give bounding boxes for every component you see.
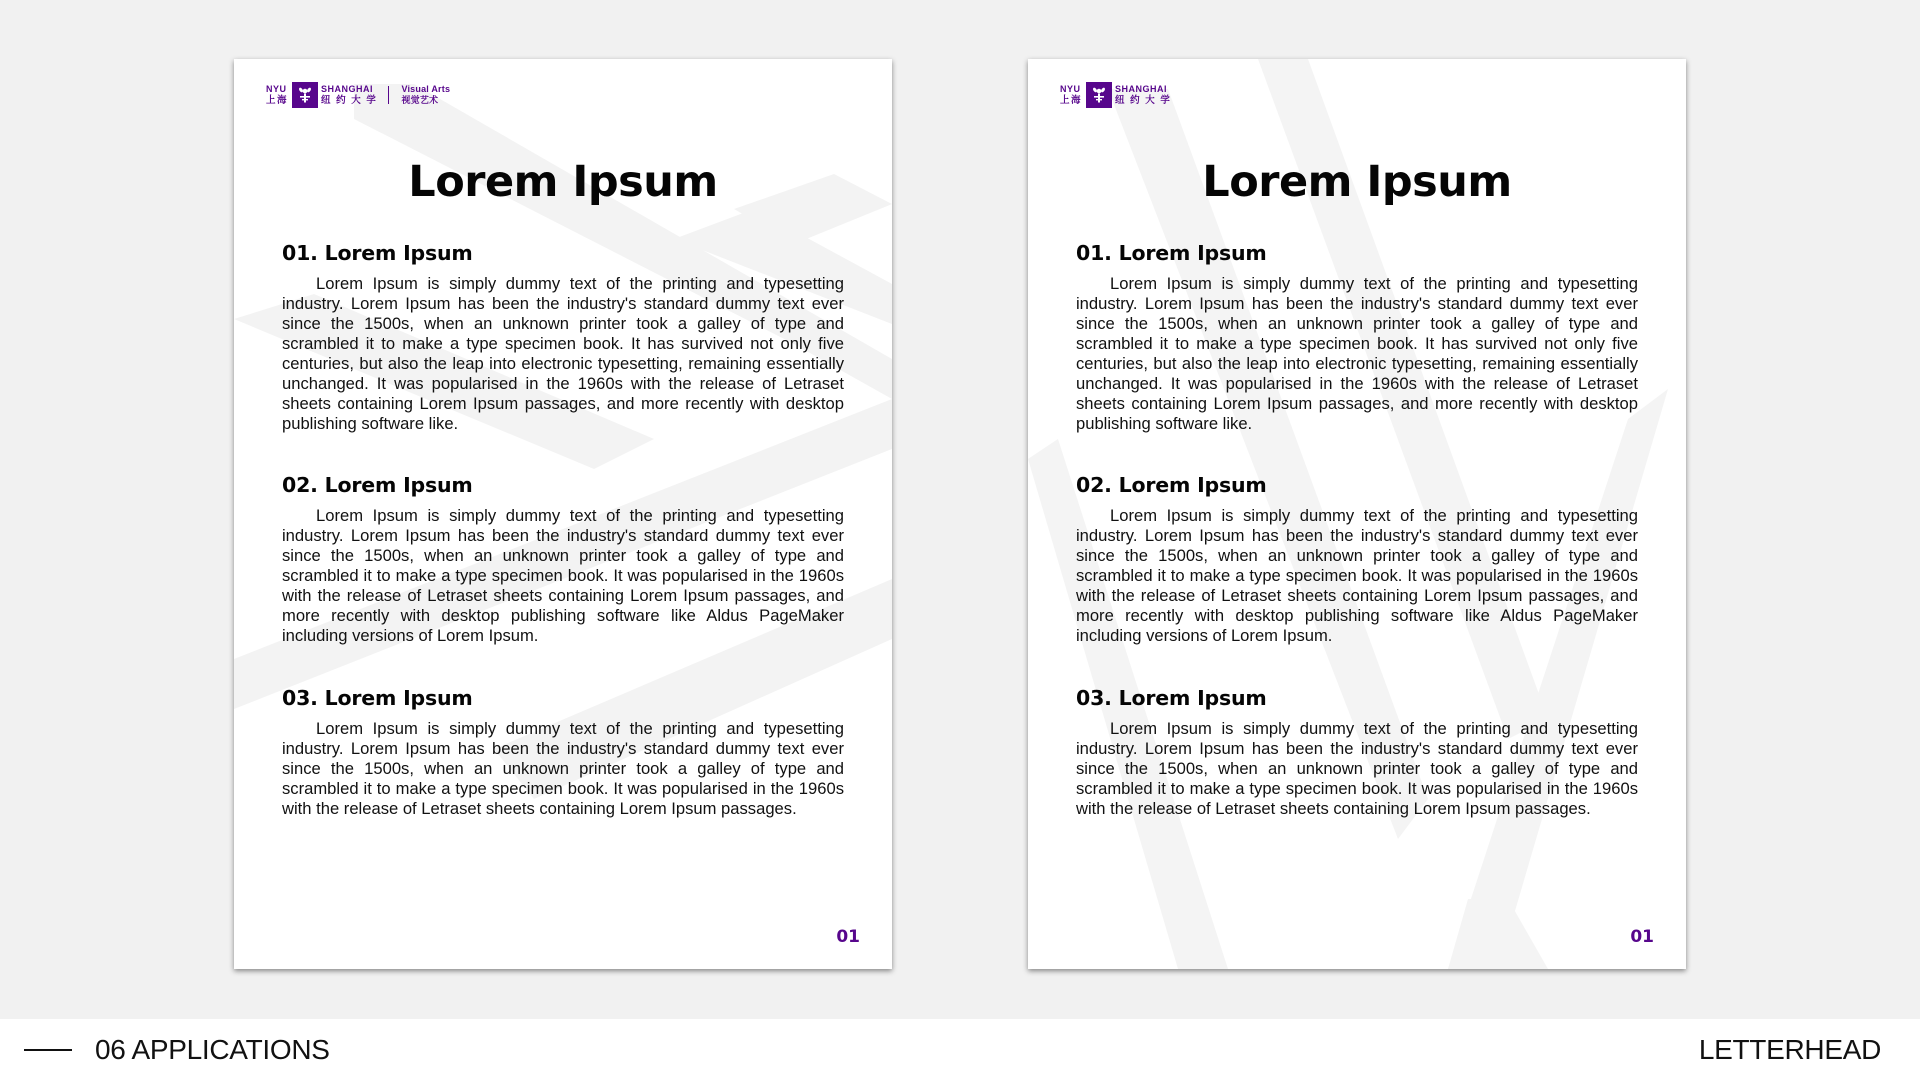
nyu-shanghai-visual-arts-logo (266, 81, 450, 109)
footer-topic-label: LETTERHEAD (1698, 1034, 1881, 1065)
footer-rule (24, 1049, 72, 1051)
section-body: Lorem Ipsum is simply dummy text of the printing and typesetting industry. Lorem Ipsum has been the industry's standard dummy text ever since the 1500s, when an unknown printer took a galley of type and scrambled it to make a type specimen book. It was popularised in the 1960s with the release of Letraset sheets containing Lorem Ipsum passages. (282, 719, 844, 818)
logo-city-cn-text: 上海 (266, 95, 289, 106)
letterhead-page-left (234, 59, 892, 969)
logo-name-cn-text: 纽 约 大 学 (1115, 95, 1172, 106)
document-title: Lorem Ipsum (1202, 157, 1512, 207)
page-number: 01 (836, 927, 860, 947)
section-heading: 01. Lorem Ipsum (1076, 241, 1267, 265)
section-body: Lorem Ipsum is simply dummy text of the printing and typesetting industry. Lorem Ipsum has been the industry's standard dummy text ever since the 1500s, when an unknown printer took a galley of type and scrambled it to make a type specimen book. It has survived not only five centuries, but also the leap into electronic typesetting, remaining essentially unchanged. It was popularised in the 1960s with the release of Letraset sheets containing Lorem Ipsum passages, and more recently with desktop publishing software like. (282, 274, 844, 433)
logo-dept-text: Visual Arts (401, 84, 451, 94)
section-heading: 02. Lorem Ipsum (282, 473, 473, 497)
section-body: Lorem Ipsum is simply dummy text of the printing and typesetting industry. Lorem Ipsum has been the industry's standard dummy text ever since the 1500s, when an unknown printer took a galley of type and scrambled it to make a type specimen book. It has survived not only five centuries, but also the leap into electronic typesetting, remaining essentially unchanged. It was popularised in the 1960s with the release of Letraset sheets containing Lorem Ipsum passages, and more recently with desktop publishing software like. (1076, 274, 1638, 433)
logo-dept-cn-text: 视觉艺术 (401, 95, 439, 105)
section-heading: 03. Lorem Ipsum (1076, 686, 1267, 710)
nyu-torch-logo-icon (1086, 82, 1112, 108)
section-body: Lorem Ipsum is simply dummy text of the printing and typesetting industry. Lorem Ipsum has been the industry's standard dummy text ever since the 1500s, when an unknown printer took a galley of type and scrambled it to make a type specimen book. It was popularised in the 1960s with the release of Letraset sheets containing Lorem Ipsum passages, and more recently with desktop publishing software like Aldus PageMaker including versions of Lorem Ipsum. (1076, 506, 1638, 645)
section-body: Lorem Ipsum is simply dummy text of the printing and typesetting industry. Lorem Ipsum has been the industry's standard dummy text ever since the 1500s, when an unknown printer took a galley of type and scrambled it to make a type specimen book. It was popularised in the 1960s with the release of Letraset sheets containing Lorem Ipsum passages, and more recently with desktop publishing software like Aldus PageMaker including versions of Lorem Ipsum. (282, 506, 844, 645)
footer-section-label: 06 APPLICATIONS (95, 1034, 330, 1065)
logo-nyu-text: NYU (1060, 84, 1081, 94)
logo-city-cn-text: 上海 (1060, 95, 1083, 106)
nyu-shanghai-logo (1060, 81, 1171, 109)
section-heading: 02. Lorem Ipsum (1076, 473, 1267, 497)
logo-shanghai-text: SHANGHAI (321, 84, 374, 94)
logo-name-cn-text: 纽 约 大 学 (321, 95, 378, 106)
section-body: Lorem Ipsum is simply dummy text of the printing and typesetting industry. Lorem Ipsum has been the industry's standard dummy text ever since the 1500s, when an unknown printer took a galley of type and scrambled it to make a type specimen book. It was popularised in the 1960s with the release of Letraset sheets containing Lorem Ipsum passages. (1076, 719, 1638, 818)
logo-divider (388, 86, 389, 104)
section-heading: 01. Lorem Ipsum (282, 241, 473, 265)
logo-nyu-text: NYU (266, 84, 287, 94)
page-number: 01 (1630, 927, 1654, 947)
nyu-torch-logo-icon (292, 82, 318, 108)
section-heading: 03. Lorem Ipsum (282, 686, 473, 710)
logo-shanghai-text: SHANGHAI (1115, 84, 1168, 94)
letterhead-page-right (1028, 59, 1686, 969)
document-title: Lorem Ipsum (408, 157, 718, 207)
slide-footer (0, 1019, 1920, 1080)
